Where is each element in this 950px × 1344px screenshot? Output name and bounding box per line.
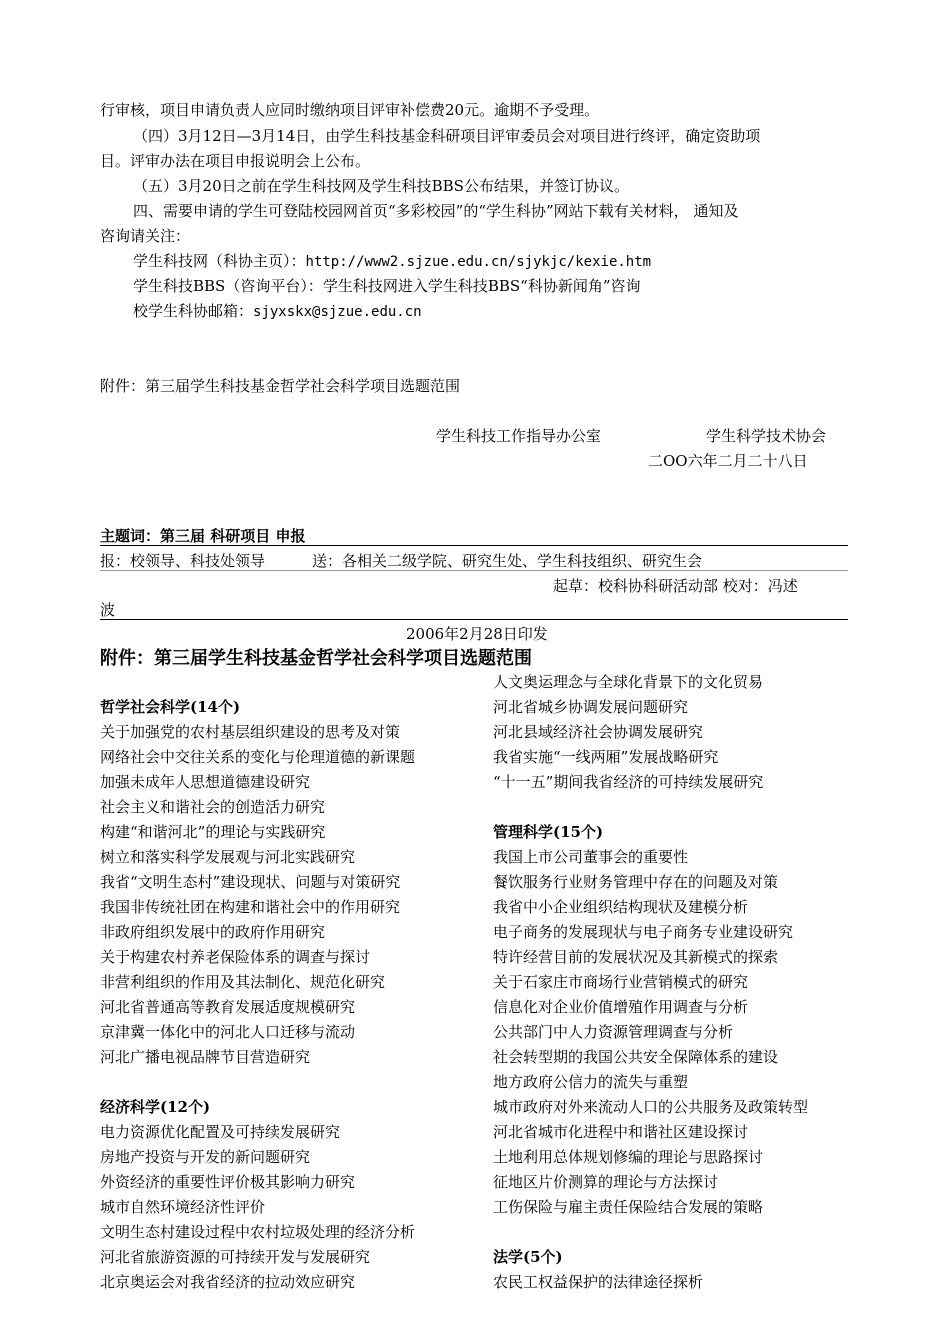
list-item: 外资经济的重要性评价极其影响力研究 [100, 1173, 356, 1191]
attachment-reference: 附件：第三届学生科技基金哲学社会科学项目选题范围 [100, 377, 461, 395]
list-item: 餐饮服务行业财务管理中存在的问题及对策 [493, 873, 779, 891]
list-item: 社会转型期的我国公共安全保障体系的建设 [493, 1048, 779, 1066]
heading-economics: 经济科学(12个) [100, 1098, 211, 1116]
list-item: 非政府组织发展中的政府作用研究 [100, 923, 326, 941]
send-to: 送：各相关二级学院、研究生处、学生科技组织、研究生会 [312, 552, 703, 570]
list-item: 河北县域经济社会协调发展研究 [493, 723, 704, 741]
list-item: 关于构建农村养老保险体系的调查与探讨 [100, 948, 371, 966]
heading-philosophy: 哲学社会科学(14个) [100, 698, 241, 716]
list-item: 特许经营目前的发展状况及其新模式的探索 [493, 948, 779, 966]
list-item: 我国上市公司董事会的重要性 [493, 848, 689, 866]
list-item: 房地产投资与开发的新问题研究 [100, 1148, 311, 1166]
list-item: 工伤保险与雇主责任保险结合发展的策略 [493, 1198, 764, 1216]
list-item: 文明生态村建设过程中农村垃圾处理的经济分析 [100, 1223, 416, 1241]
list-item: 河北省旅游资源的可持续开发与发展研究 [100, 1248, 371, 1266]
list-item: 北京奥运会对我省经济的拉动效应研究 [100, 1273, 356, 1291]
paragraph-final-review-line1: （四）3月12日—3月14日，由学生科技基金科研项目评审委员会对项目进行终评，确定资助项 [133, 127, 761, 145]
list-item: 河北省城市化进程中和谐社区建设探讨 [493, 1123, 749, 1141]
divider-middle [100, 570, 848, 571]
list-item: 城市政府对外来流动人口的公共服务及政策转型 [493, 1098, 809, 1116]
list-item: 城市自然环境经济性评价 [100, 1198, 266, 1216]
list-item: 土地利用总体规划修编的理论与思路探讨 [493, 1148, 764, 1166]
list-item: 人文奥运理念与全球化背景下的文化贸易 [493, 673, 764, 691]
list-item: 树立和落实科学发展观与河北实践研究 [100, 848, 356, 866]
drafter-line2: 波 [100, 601, 116, 619]
divider-bottom [100, 619, 848, 620]
list-item: 我国非传统社团在构建和谐社会中的作用研究 [100, 898, 401, 916]
spacer [100, 1070, 415, 1095]
list-item: 信息化对企业价值增殖作用调查与分析 [493, 998, 749, 1016]
list-item: 网络社会中交往关系的变化与伦理道德的新课题 [100, 748, 416, 766]
list-item: 非营利组织的作用及其法制化、规范化研究 [100, 973, 386, 991]
keywords: 主题词：第三届 科研项目 申报 [100, 527, 306, 545]
paragraph-results: （五）3月20日之前在学生科技网及学生科技BBS公布结果，并签订协议。 [133, 177, 629, 195]
list-item: 地方政府公信力的流失与重塑 [493, 1073, 689, 1091]
list-item: 电力资源优化配置及可持续发展研究 [100, 1123, 341, 1141]
attachment-title: 附件：第三届学生科技基金哲学社会科学项目选题范围 [100, 648, 532, 669]
website-label: 学生科技网（科协主页）： [133, 252, 306, 270]
list-item: 电子商务的发展现状与电子商务专业建设研究 [493, 923, 794, 941]
spacer [493, 795, 808, 820]
print-date: 2006年2月28日印发 [406, 625, 548, 643]
list-item: 河北省普通高等教育发展适度规模研究 [100, 998, 356, 1016]
list-item: “十一五”期间我省经济的可持续发展研究 [493, 773, 764, 791]
list-item: 关于加强党的农村基层组织建设的思考及对策 [100, 723, 401, 741]
section4-line2: 咨询请关注： [100, 227, 191, 245]
list-item: 京津冀一体化中的河北人口迁移与流动 [100, 1023, 356, 1041]
signer-association: 学生科学技术协会 [706, 427, 827, 445]
report-to: 报：校领导、科技处领导 [100, 552, 266, 570]
right-column [493, 670, 808, 1295]
heading-management: 管理科学(15个) [493, 823, 604, 841]
email-line [133, 301, 422, 322]
spacer [493, 1220, 808, 1245]
list-item: 公共部门中人力资源管理调查与分析 [493, 1023, 734, 1041]
heading-law: 法学(5个) [493, 1248, 563, 1266]
paragraph-final-review-line2: 目。评审办法在项目申报说明会上公布。 [100, 152, 371, 170]
list-item: 河北省城乡协调发展问题研究 [493, 698, 689, 716]
list-item: 构建“和谐河北”的理论与实践研究 [100, 823, 326, 841]
list-item: 我省实施“一线两厢”发展战略研究 [493, 748, 719, 766]
bbs-line: 学生科技BBS（咨询平台）：学生科技网进入学生科技BBS“科协新闻角”咨询 [133, 277, 641, 295]
list-item: 我省“文明生态村”建设现状、问题与对策研究 [100, 873, 401, 891]
list-item: 河北广播电视品牌节目营造研究 [100, 1048, 311, 1066]
divider-top [100, 545, 848, 546]
issue-date: 二OO六年二月二十八日 [648, 452, 808, 470]
list-item: 农民工权益保护的法律途径探析 [493, 1273, 704, 1291]
website-line [133, 251, 651, 272]
signer-office: 学生科技工作指导办公室 [436, 427, 602, 445]
website-url-link[interactable]: http://www2.sjzue.edu.cn/sjykjc/kexie.htm [305, 254, 652, 270]
list-item: 加强未成年人思想道德建设研究 [100, 773, 311, 791]
email-label: 校学生科协邮箱： [133, 302, 254, 320]
list-item: 征地区片价测算的理论与方法探讨 [493, 1173, 719, 1191]
section4-line1: 四、需要申请的学生可登陆校园网首页“多彩校园”的“学生科协”网站下载有关材料， 通知及 [133, 202, 739, 220]
list-item: 社会主义和谐社会的创造活力研究 [100, 798, 326, 816]
paragraph-review-fee: 行审核，项目申请负责人应同时缴纳项目评审补偿费20元。逾期不予受理。 [100, 101, 600, 119]
list-item: 我省中小企业组织结构现状及建模分析 [493, 898, 749, 916]
list-item: 关于石家庄市商场行业营销模式的研究 [493, 973, 749, 991]
email-link[interactable]: sjyxskx@sjzue.edu.cn [253, 304, 422, 320]
left-column [100, 695, 415, 1295]
drafter-line1: 起草：校科协科研活动部 校对：冯述 [553, 577, 798, 595]
